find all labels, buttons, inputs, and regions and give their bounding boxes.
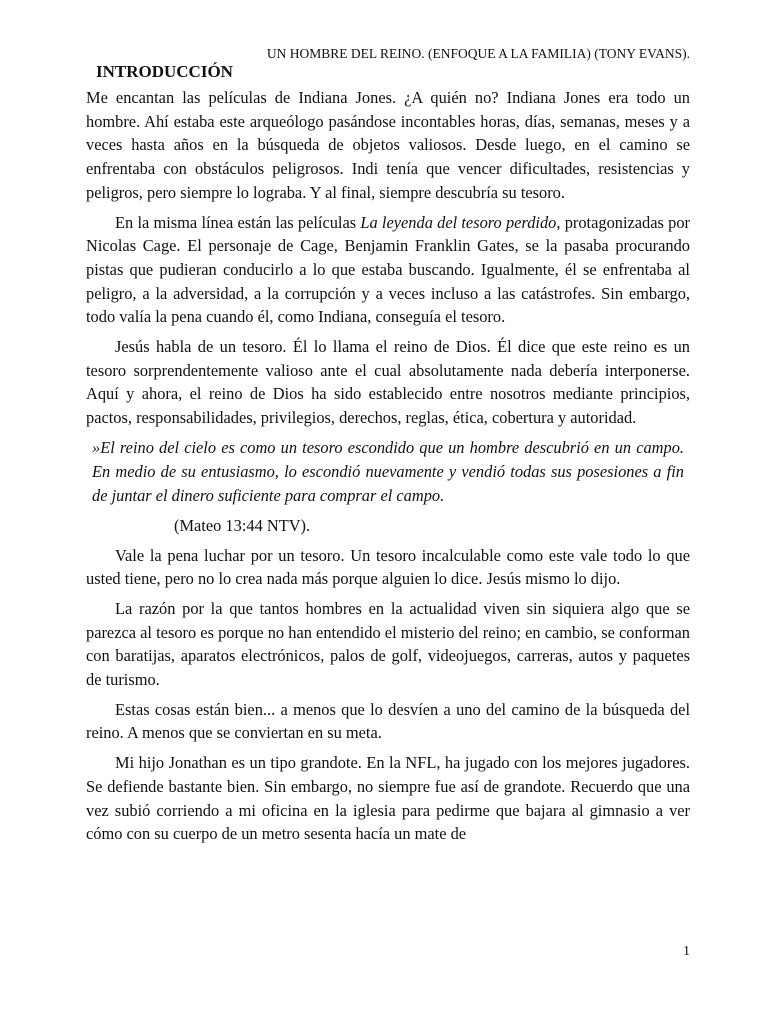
paragraph-2 — [86, 211, 690, 330]
paragraph-4: Vale la pena luchar por un tesoro. Un tesoro incalculable como este vale todo lo que usted tiene, pero no lo crea nada más porque alguien lo dice. Jesús mismo lo dijo. — [86, 545, 690, 589]
scripture-reference: (Mateo 13:44 NTV). — [174, 515, 311, 535]
paragraph-7: Mi hijo Jonathan es un tipo grandote. En la NFL, ha jugado con los mejores jugadores. Se defiende bastante bien. Sin embargo, no siempre fue así de grandote. Recuerdo que una vez subió corriendo a mi oficina en la iglesia para pedirme que bajara al gimnasio a ver cómo con su cuerpo de un metro sesenta hacía un mate de — [86, 753, 690, 844]
running-header: UN HOMBRE DEL REINO. (ENFOQUE A LA FAMILIA) (TONY EVANS). — [266, 46, 690, 61]
paragraph-2-end: , protagonizadas por Nicolas Cage. El personaje de Cage, Benjamin Franklin Gates, se la pasaba procurando pistas que pudieran conducirlo a lo que estaba buscando. Igualmente, él se enfrentaba al peligro, a la adversidad, a la corrupción y a veces incluso a las catástrofes. Sin embargo, todo valía la pena cuando él, como Indiana, conseguía el tesoro. — [86, 212, 690, 327]
paragraph-2-start: En la misma línea están las películas — [115, 212, 361, 232]
scripture-quote: »El reino del cielo es como un tesoro escondido que un hombre descubrió en un campo. En medio de su entusiasmo, lo escondió nuevamente y vendió todas sus posesiones a fin de juntar el dinero suficiente para comprar el campo. — [92, 437, 684, 505]
section-title: INTRODUCCIÓN — [96, 62, 233, 81]
paragraph-5: La razón por la que tantos hombres en la actualidad viven sin siquiera algo que se parezca al tesoro es porque no han entendido el misterio del reino; en cambio, se conforman con baratijas, aparatos electrónicos, palos de golf, videojuegos, carreras, autos y paquetes de turismo. — [86, 598, 690, 690]
paragraph-3: Jesús habla de un tesoro. Él lo llama el reino de Dios. Él dice que este reino es un tesoro sorprendentemente valioso ante el cual absolutamente nada debería interponerse. Aquí y ahora, el reino de Dios ha sido establecido entre nosotros mediante principios, pactos, responsabilidades, privilegios, derechos, reglas, ética, cobertura y autoridad. — [86, 337, 690, 428]
body-text — [86, 86, 690, 852]
paragraph-1: Me encantan las películas de Indiana Jones. ¿A quién no? Indiana Jones era todo un hombre. Ahí estaba este arqueólogo pasándose incontables horas, días, semanas, meses y a veces hasta años en la búsqueda de objetos valiosos. Desde luego, en el camino se enfrentaba con obstáculos peligrosos. Indi tenía que vencer dificultades, resistencias y peligros, pero siempre lo lograba. Y al final, siempre descubría su tesoro. — [86, 88, 690, 202]
movie-title: La leyenda del tesoro perdido — [360, 212, 557, 232]
page-number: 1 — [683, 944, 690, 959]
paragraph-6: Estas cosas están bien... a menos que lo desvíen a uno del camino de la búsqueda del reino. A menos que se conviertan en su meta. — [86, 699, 690, 743]
